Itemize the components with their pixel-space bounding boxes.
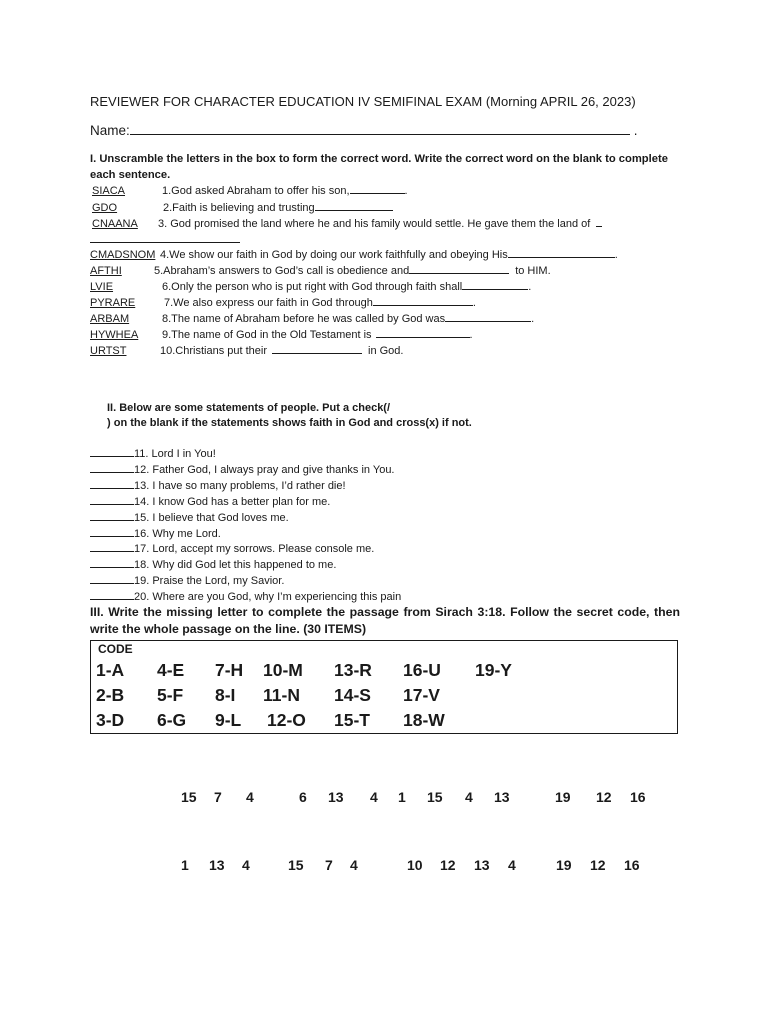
question-text-end: . [472, 297, 476, 309]
code-number: 13 [328, 789, 344, 805]
code-number: 15 [181, 789, 197, 805]
code-number: 10 [407, 857, 423, 873]
code-number: 12 [590, 857, 606, 873]
code-number: 16 [624, 857, 640, 873]
code-cell: 10-M [263, 660, 303, 680]
code-number: 7 [214, 789, 222, 805]
list-item [90, 311, 534, 326]
question-text-end: in God. [368, 345, 404, 357]
answer-blank[interactable] [272, 343, 362, 354]
answer-blank[interactable] [90, 233, 240, 243]
question-text: 4.We show our faith in God by doing our work faithfully and obeying His [160, 249, 508, 261]
page-title: REVIEWER FOR CHARACTER EDUCATION IV SEMIFINAL EXAM (Morning APRIL 26, 2023) [90, 94, 636, 109]
answer-blank-start[interactable] [596, 216, 602, 227]
check-blank[interactable] [90, 589, 134, 600]
code-cell: 3-D [96, 710, 125, 730]
code-number: 1 [398, 789, 406, 805]
statement-text: 18. Why did God let this happened to me. [134, 559, 337, 571]
statement-item [90, 494, 330, 509]
statement-text: 20. Where are you God, why I’m experiencing this pain [134, 591, 402, 603]
question-text: 1.God asked Abraham to offer his son, [162, 185, 350, 197]
code-number: 16 [630, 789, 646, 805]
question-text: 8.The name of Abraham before he was called by God was [162, 313, 446, 325]
code-cell: 8-I [215, 685, 236, 705]
code-number: 4 [370, 789, 378, 805]
answer-blank[interactable] [350, 183, 405, 194]
code-number: 15 [288, 857, 304, 873]
check-blank[interactable] [90, 573, 134, 584]
statement-text: 15. I believe that God loves me. [134, 512, 289, 524]
statement-item [90, 557, 336, 572]
code-number: 13 [209, 857, 225, 873]
question-text-end: . [614, 249, 618, 261]
scrambled-word: HYWHEA [90, 329, 139, 341]
code-number: 7 [325, 857, 333, 873]
check-blank[interactable] [90, 557, 134, 568]
code-cell: 14-S [334, 685, 371, 705]
section3-instruction: III. Write the missing letter to complete the passage from Sirach 3:18. Follow the secret code, then write the whole passage on the line. (30 ITEMS) [90, 605, 680, 636]
question-text: 5.Abraham’s answers to God’s call is obedience and [154, 265, 410, 277]
question-text: 10.Christians put their [160, 345, 267, 357]
list-item [90, 216, 602, 231]
question-text: 2.Faith is believing and trusting [163, 202, 315, 214]
statement-text: 19. Praise the Lord, my Savior. [134, 575, 285, 587]
code-cell: 2-B [96, 685, 125, 705]
code-cell: 5-F [157, 685, 184, 705]
code-number: 19 [556, 857, 572, 873]
check-blank[interactable] [90, 541, 134, 552]
question-text: 9.The name of God in the Old Testament is [162, 329, 372, 341]
code-cell: 17-V [403, 685, 440, 705]
name-blank[interactable] [130, 122, 630, 135]
code-number: 6 [299, 789, 307, 805]
question-text: 7.We also express our faith in God through [164, 297, 373, 309]
check-blank[interactable] [90, 510, 134, 521]
scrambled-word: LVIE [90, 281, 114, 293]
check-blank[interactable] [90, 446, 134, 457]
code-cell: 1-A [96, 660, 125, 680]
code-number: 1 [181, 857, 189, 873]
list-item [90, 295, 476, 310]
list-item [90, 279, 531, 294]
code-cell: 6-G [157, 710, 187, 730]
question-text-end: . [531, 313, 535, 325]
code-number: 4 [246, 789, 254, 805]
answer-blank[interactable] [508, 247, 615, 258]
code-number: 4 [242, 857, 250, 873]
statement-text: 17. Lord, accept my sorrows. Please console me. [134, 543, 375, 555]
scrambled-word: GDO [92, 202, 118, 214]
answer-blank[interactable] [445, 311, 531, 322]
scrambled-word: CNAANA [92, 218, 138, 230]
code-cell: 11-N [263, 685, 300, 705]
section1-instruction: I. Unscramble the letters in the box to form the correct word. Write the correct word on the blank to complete each sentence. [90, 153, 668, 181]
check-blank[interactable] [90, 462, 134, 473]
list-item [90, 183, 408, 198]
check-blank[interactable] [90, 478, 134, 489]
code-cell: 7-H [215, 660, 244, 680]
statement-item [90, 446, 216, 461]
check-blank[interactable] [90, 494, 134, 505]
name-label: Name: [90, 123, 130, 138]
code-number: 12 [440, 857, 456, 873]
code-number: 13 [494, 789, 510, 805]
code-cell: 9-L [215, 710, 242, 730]
name-row [90, 122, 638, 138]
name-end: . [633, 123, 638, 138]
statement-item [90, 541, 374, 556]
code-label: CODE [98, 642, 133, 656]
code-number: 19 [555, 789, 571, 805]
list-item [90, 343, 403, 358]
question-text-end: to HIM. [515, 265, 551, 277]
statement-text: 14. I know God has a better plan for me. [134, 496, 331, 508]
statement-text: 12. Father God, I always pray and give thanks in You. [134, 464, 395, 476]
code-number: 4 [465, 789, 473, 805]
statement-text: 13. I have so many problems, I’d rather die! [134, 480, 346, 492]
scrambled-word: PYRARE [90, 297, 136, 309]
question-text-end: . [404, 185, 408, 197]
statement-item [90, 589, 401, 604]
answer-blank[interactable] [409, 263, 509, 274]
code-number: 12 [596, 789, 612, 805]
list-item [90, 247, 618, 262]
statement-item [90, 478, 346, 493]
code-number: 4 [350, 857, 358, 873]
answer-blank[interactable] [376, 327, 470, 338]
code-number: 13 [474, 857, 490, 873]
scrambled-word: ARBAM [90, 313, 130, 325]
code-cell: 13-R [334, 660, 372, 680]
question-text-end: . [469, 329, 473, 341]
answer-blank[interactable] [462, 279, 528, 290]
scrambled-word: CMADSNOM [90, 249, 156, 261]
code-cell: 19-Y [475, 660, 512, 680]
question-text-end: . [528, 281, 532, 293]
code-number: 15 [427, 789, 443, 805]
statement-item [90, 573, 284, 588]
answer-blank[interactable] [315, 200, 393, 211]
question-text: 6.Only the person who is put right with God through faith shall [162, 281, 463, 293]
list-item [90, 327, 473, 342]
answer-blank[interactable] [373, 295, 473, 306]
scrambled-word: URTST [90, 345, 127, 357]
code-cell: 16-U [403, 660, 441, 680]
code-cell: 4-E [157, 660, 185, 680]
section2-instruction-line2: ) on the blank if the statements shows faith in God and cross(x) if not. [107, 417, 472, 429]
statement-item [90, 526, 221, 541]
statement-text: 11. Lord I in You! [134, 448, 216, 460]
code-table [90, 640, 678, 734]
list-item [90, 200, 393, 215]
section2-instruction-line1: II. Below are some statements of people. Put a check(/ [107, 402, 391, 414]
code-number: 4 [508, 857, 516, 873]
code-cell: 15-T [334, 710, 370, 730]
statement-item [90, 510, 289, 525]
code-cell: 12-O [267, 710, 306, 730]
check-blank[interactable] [90, 526, 134, 537]
scrambled-word: SIACA [92, 185, 126, 197]
question-text: 3. God promised the land where he and his family would settle. He gave them the land of [158, 218, 591, 230]
list-item [90, 263, 551, 278]
code-cell: 18-W [403, 710, 445, 730]
statement-text: 16. Why me Lord. [134, 528, 221, 540]
statement-item [90, 462, 395, 477]
scrambled-word: AFTHI [90, 265, 122, 277]
